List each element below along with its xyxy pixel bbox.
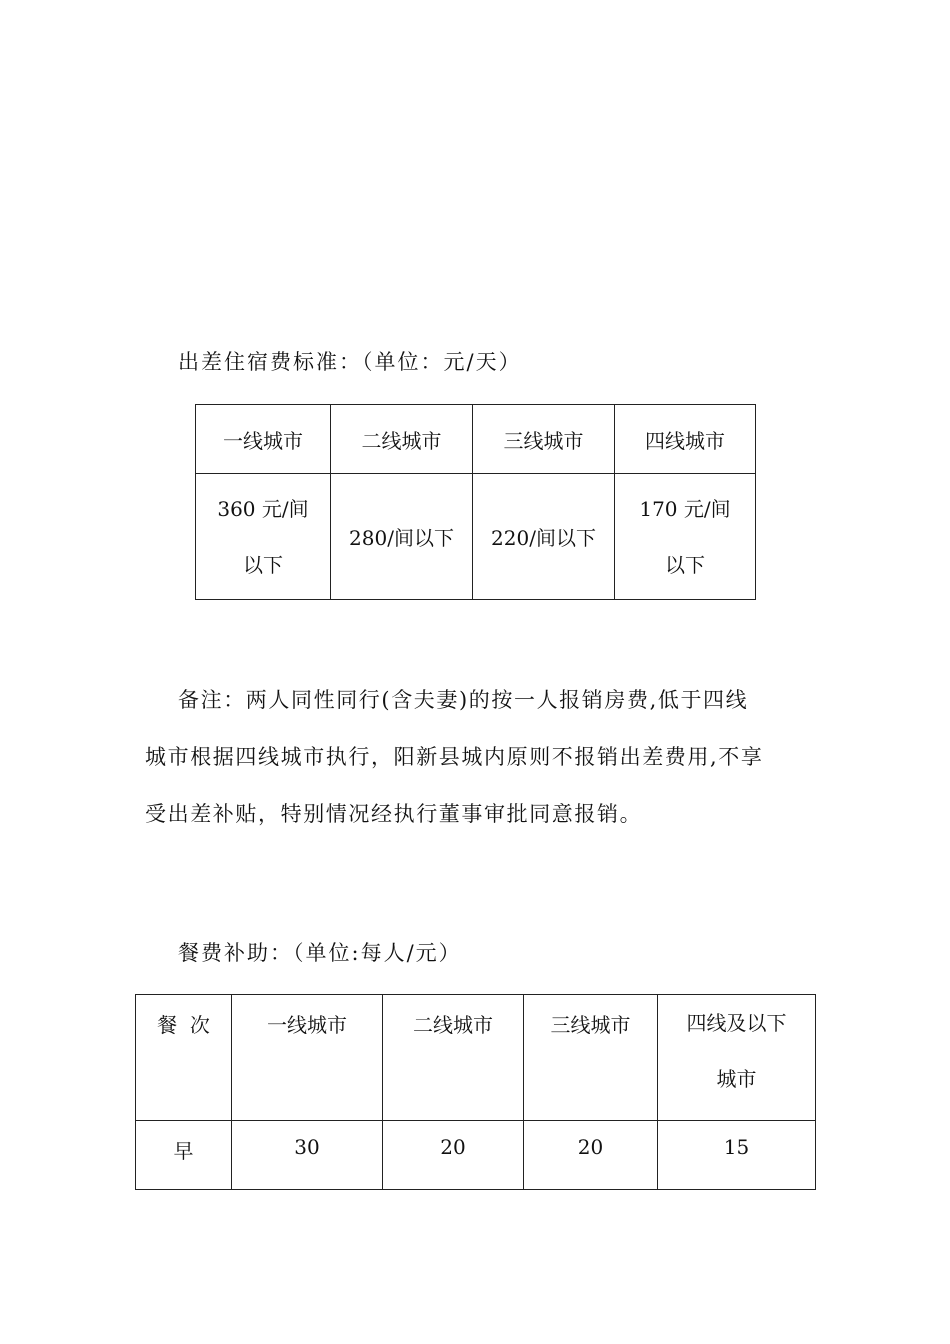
- meal-row-breakfast: [136, 1121, 816, 1190]
- lodging-value-row: [196, 474, 756, 600]
- meal-header-row: [136, 995, 816, 1121]
- meal-row-label: 早: [173, 1139, 194, 1163]
- meal-header-tier1: 一线城市: [267, 1013, 347, 1037]
- lodging-value-tier1-line2: 以下: [243, 552, 283, 577]
- lodging-heading: 出差住宿费标准：（单位：元/天）: [178, 350, 522, 374]
- lodging-value-tier4-line1: 170 元/间: [639, 496, 731, 521]
- meal-table: [135, 994, 816, 1190]
- lodging-table: [195, 404, 756, 600]
- meal-header-meal: 餐 次: [157, 1013, 210, 1037]
- lodging-header-row: [196, 405, 756, 474]
- meal-header-tier4-line2: 城市: [716, 1067, 757, 1091]
- lodging-header-tier3: 三线城市: [503, 428, 584, 453]
- note-line-1: 备注：两人同性同行(含夫妻)的按一人报销房费,低于四线: [178, 688, 749, 712]
- meal-header-tier2: 二线城市: [413, 1013, 493, 1037]
- lodging-value-tier3: 220/间以下: [491, 526, 596, 550]
- lodging-value-tier4-line2: 以下: [665, 552, 705, 577]
- meal-heading: 餐费补助：（单位:每人/元）: [178, 941, 462, 965]
- meal-value-tier4: 15: [723, 1135, 750, 1159]
- meal-header-tier4-line1: 四线及以下: [686, 1011, 787, 1035]
- meal-value-tier1: 30: [294, 1135, 320, 1159]
- note-line-3: 受出差补贴，特别情况经执行董事审批同意报销。: [145, 802, 643, 826]
- lodging-header-tier2: 二线城市: [361, 428, 442, 453]
- lodging-value-tier2: 280/间以下: [349, 526, 454, 550]
- note-line-2: 城市根据四线城市执行，阳新县城内原则不报销出差费用,不享: [145, 745, 764, 769]
- lodging-value-tier1-line1: 360 元/间: [217, 496, 309, 521]
- meal-value-tier3: 20: [577, 1135, 604, 1159]
- meal-header-tier3: 三线城市: [550, 1013, 631, 1037]
- meal-value-tier2: 20: [440, 1135, 466, 1159]
- lodging-header-tier4: 四线城市: [645, 428, 725, 453]
- lodging-header-tier1: 一线城市: [223, 428, 303, 453]
